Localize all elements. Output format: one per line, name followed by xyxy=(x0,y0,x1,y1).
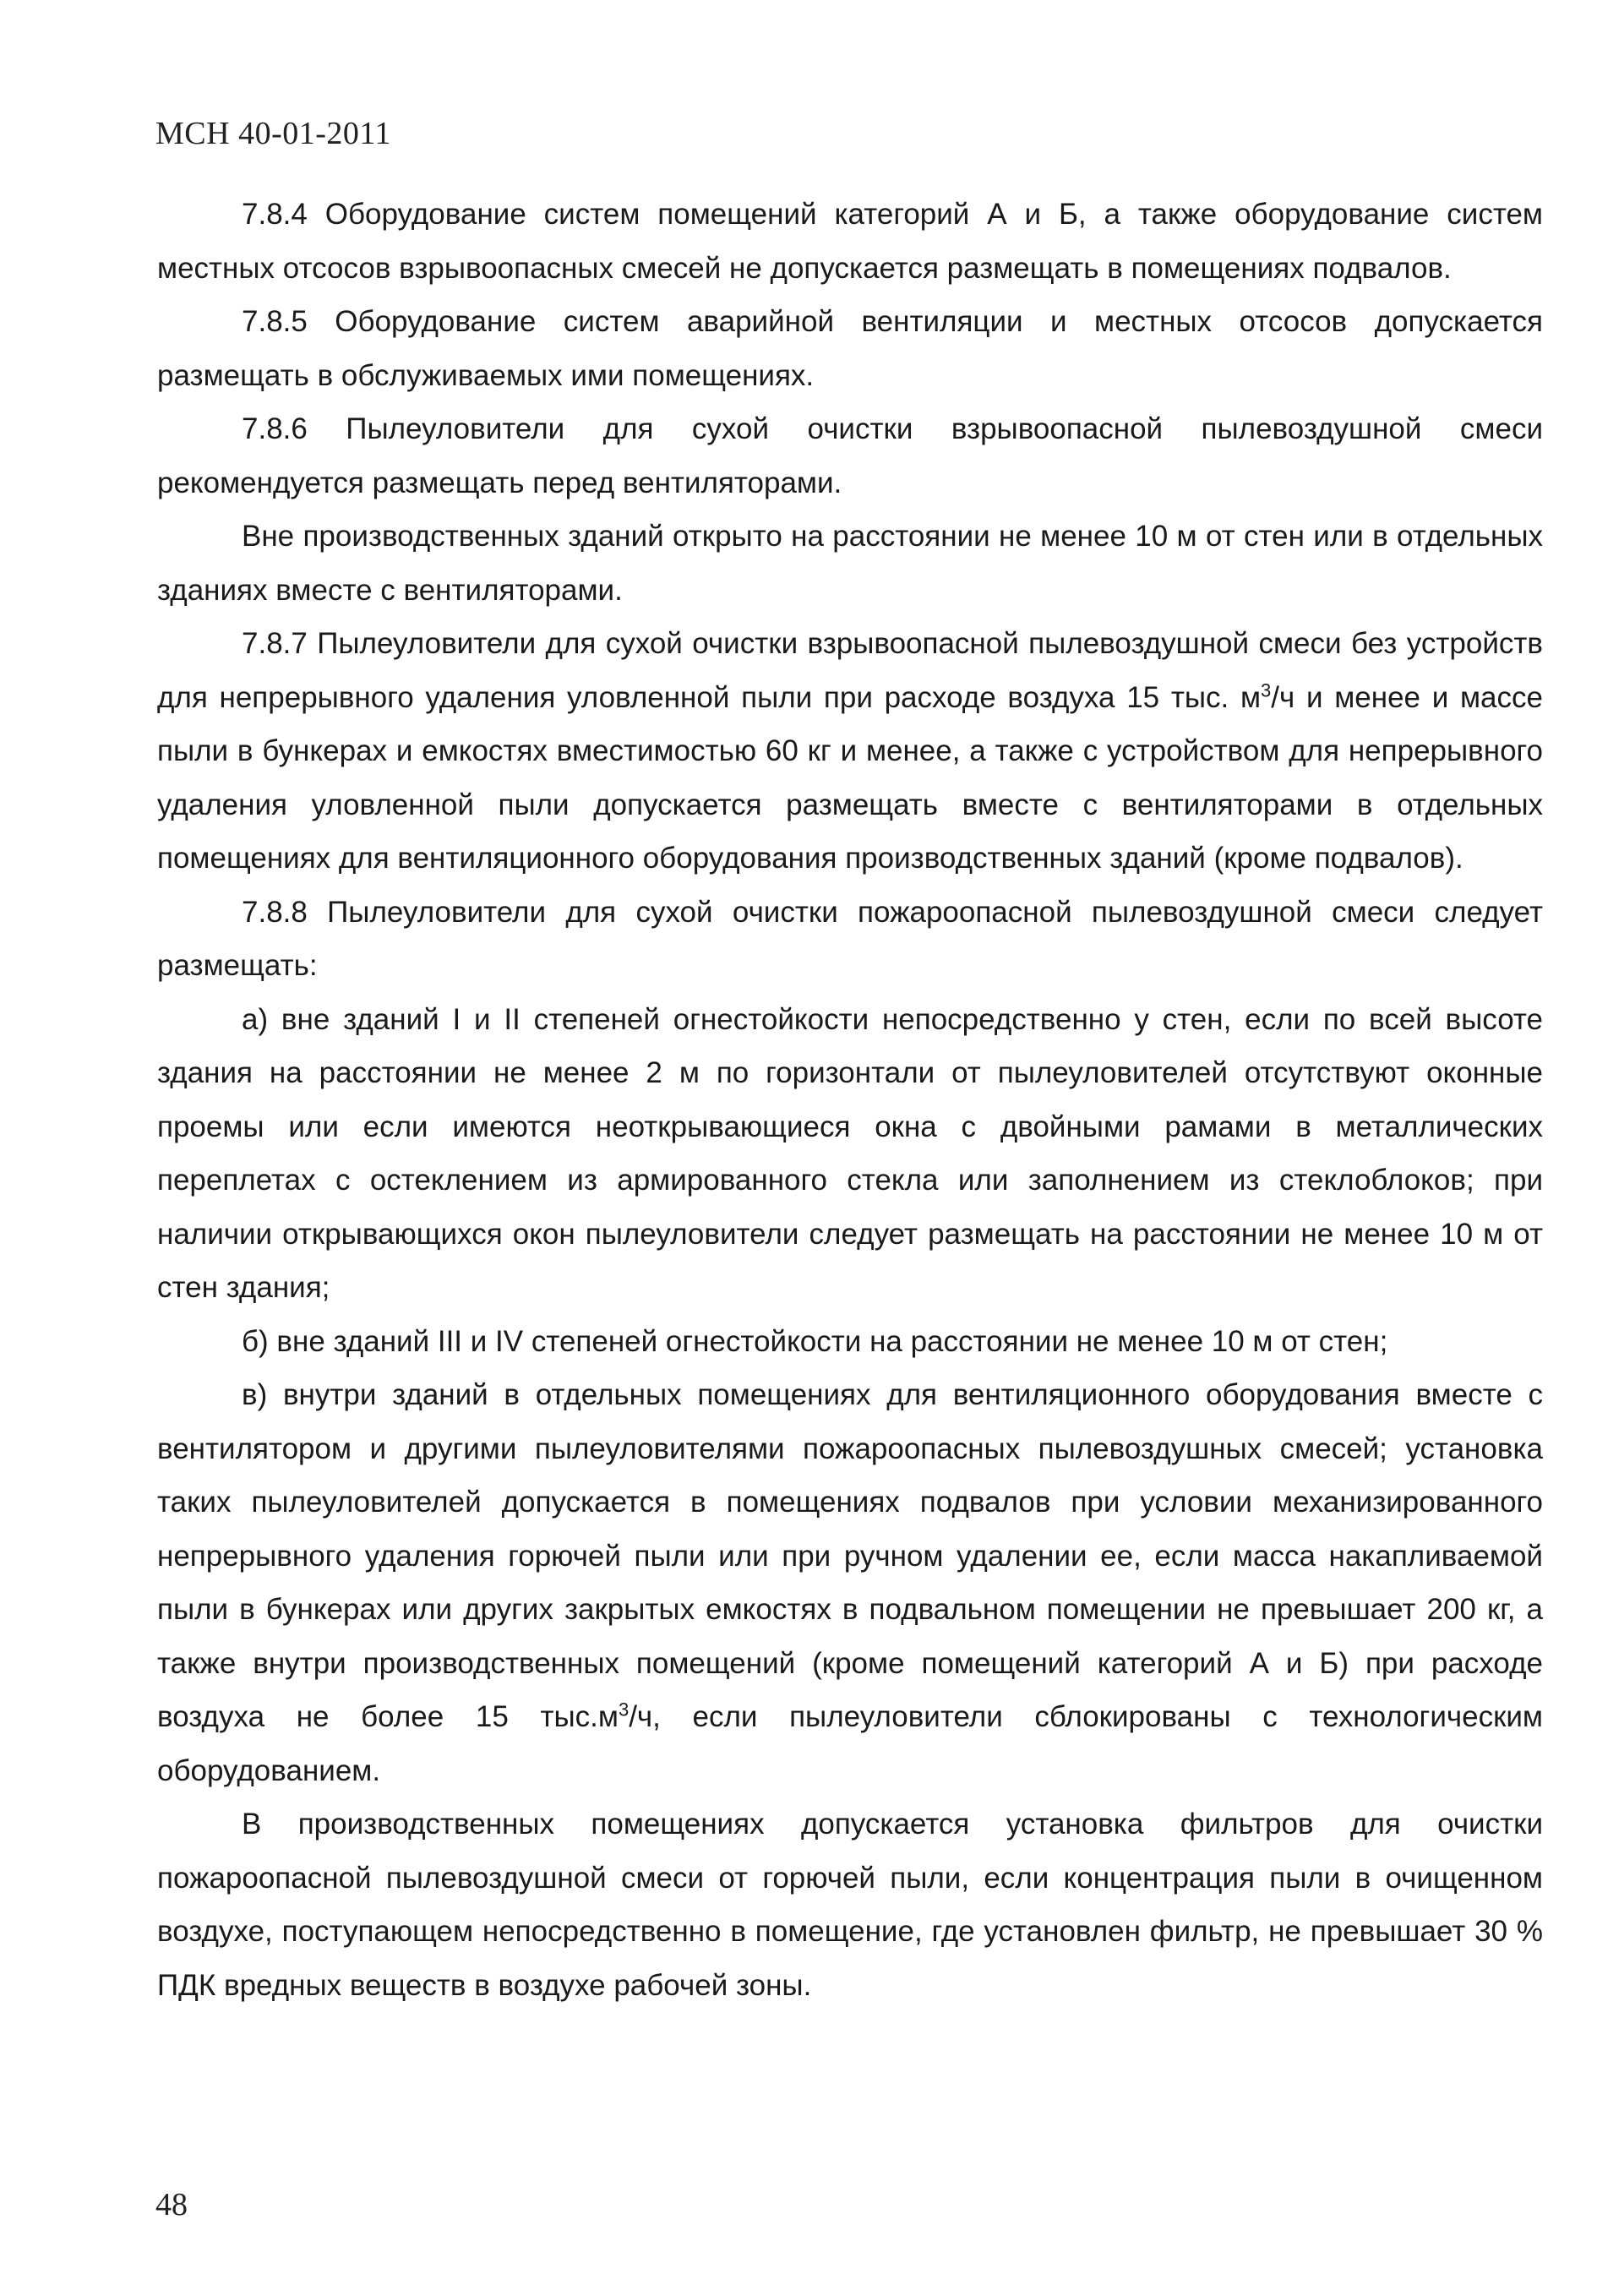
paragraph-text-part: /ч и менее и массе пыли в бункерах и емкостях вместимостью 60 кг и менее, а также с устройством для непрерывного удаления уловленной пыли допускается размещать вместе с вентиляторами в отдельных помещениях для вентиляционного оборудования производственных зданий (кроме подвалов). xyxy=(157,680,1543,875)
document-body xyxy=(157,188,1543,2012)
paragraph-filters: В производственных помещениях допускается установка фильтров для очистки пожароопасной пылевоздушной смеси от горючей пыли, если концентрация пыли в очищенном воздухе, поступающем непосредственно в помещение, где установлен фильтр, не превышает 30 % ПДК вредных веществ в воздухе рабочей зоны. xyxy=(157,1808,1543,2002)
superscript-exponent: 3 xyxy=(1261,679,1272,701)
page-number: 48 xyxy=(155,2187,188,2222)
paragraph-7-8-5: 7.8.5 Оборудование систем аварийной вентиляции и местных отсосов допускается размещать в обслуживаемых ими помещениях. xyxy=(157,305,1543,392)
document-code-header: МСН 40-01-2011 xyxy=(155,116,391,151)
paragraph-7-8-4: 7.8.4 Оборудование систем помещений категорий А и Б, а также оборудование систем местных отсосов взрывоопасных смесей не допускается размещать в помещениях подвалов. xyxy=(157,198,1543,285)
paragraph-text-part: 7.8.7 Пылеуловители для сухой очистки взрывоопасной пылевоздушной смеси без устройств для непрерывного удаления уловленной пыли при расходе воздуха 15 тыс. м xyxy=(157,627,1543,714)
paragraph-7-8-6: 7.8.6 Пылеуловители для сухой очистки взрывоопасной пылевоздушной смеси рекомендуется размещать перед вентиляторами. xyxy=(157,412,1543,499)
paragraph-7-8-7 xyxy=(157,617,1543,886)
paragraph-text-part: в) внутри зданий в отдельных помещениях для вентиляционного оборудования вместе с вентилятором и другими пылеуловителями пожароопасных пылевоздушных смесей; установка таких пылеуловителей допускается в помещениях подвалов при условии механизированного непрерывного удаления горючей пыли или при ручном удалении ее, если масса накапливаемой пыли в бункерах или других закрытых емкостях в подвальном помещении не превышает 200 кг, а также внутри производственных помещений (кроме помещений категорий А и Б) при расходе воздуха не более 15 тыс.м xyxy=(157,1378,1543,1733)
list-item-b: б) вне зданий III и IV степеней огнестойкости на расстоянии не менее 10 м от стен; xyxy=(242,1324,1388,1358)
paragraph-7-8-8: 7.8.8 Пылеуловители для сухой очистки пожароопасной пылевоздушной смеси следует размещать: xyxy=(157,895,1543,982)
list-item-v xyxy=(157,1368,1543,1797)
paragraph-outside-buildings: Вне производственных зданий открыто на расстоянии не менее 10 м от стен или в отдельных зданиях вместе с вентиляторами. xyxy=(157,520,1543,607)
list-item-a: а) вне зданий I и II степеней огнестойкости непосредственно у стен, если по всей высоте здания на расстоянии не менее 2 м по горизонтали от пылеуловителей отсутствуют оконные проемы или если имеются неоткрывающиеся окна с двойными рамами в металлических переплетах с остеклением из армированного стекла или заполнением из стеклоблоков; при наличии открывающихся окон пылеуловители следует размещать на расстоянии не менее 10 м от стен здания; xyxy=(157,1002,1543,1304)
superscript-exponent: 3 xyxy=(618,1699,630,1721)
paragraph-text-part: /ч, если пылеуловители сблокированы с технологическим оборудованием. xyxy=(157,1700,1543,1787)
